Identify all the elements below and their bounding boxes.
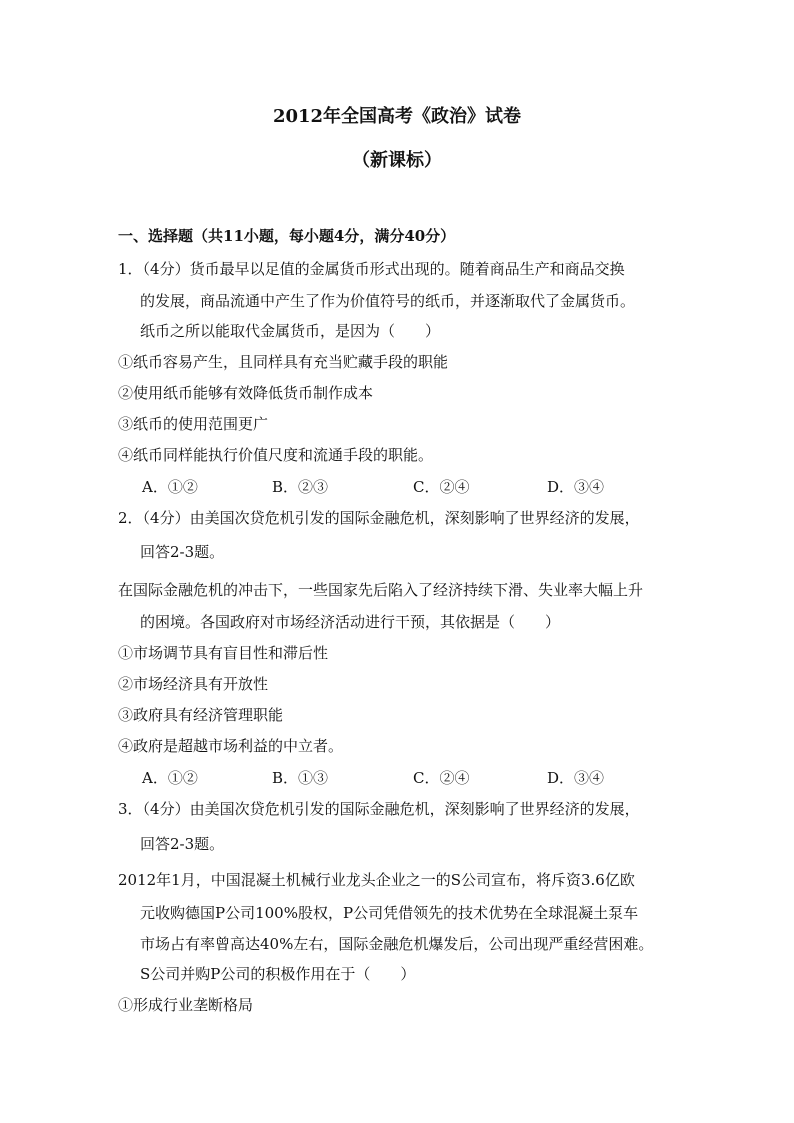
q2-stem-line: 2．（4分）由美国次贷危机引发的国际金融危机，深刻影响了世界经济的发展， bbox=[118, 509, 640, 527]
q3-stem-line: 3．（4分）由美国次贷危机引发的国际金融危机，深刻影响了世界经济的发展， bbox=[118, 800, 640, 818]
q2-option-d: D．③④ bbox=[547, 769, 605, 787]
q2-statement: ④政府是超越市场利益的中立者。 bbox=[118, 737, 344, 755]
q2-statement: ③政府具有经济管理职能 bbox=[118, 706, 284, 724]
q2-stem-line: 在国际金融危机的冲击下，一些国家先后陷入了经济持续下滑、失业率大幅上升 bbox=[118, 581, 644, 599]
q2-option-c: C．②④ bbox=[413, 769, 470, 787]
q2-stem-line: 的困境。各国政府对市场经济活动进行干预，其依据是（ ） bbox=[140, 613, 561, 631]
page-subtitle: （新课标） bbox=[352, 150, 442, 171]
q2-option-b: B．①③ bbox=[272, 769, 329, 787]
q1-option-c: C．②④ bbox=[413, 478, 470, 496]
q1-option-b: B．②③ bbox=[272, 478, 329, 496]
q3-stem-line: 2012年1月，中国混凝土机械行业龙头企业之一的S公司宣布，将斥资3.6亿欧 bbox=[118, 871, 635, 889]
q1-statement: ①纸币容易产生，且同样具有充当贮藏手段的职能 bbox=[118, 353, 449, 371]
q1-statement: ④纸币同样能执行价值尺度和流通手段的职能。 bbox=[118, 446, 434, 464]
section-heading: 一、选择题（共11小题，每小题4分，满分40分） bbox=[118, 227, 456, 245]
q3-statement: ①形成行业垄断格局 bbox=[118, 996, 254, 1014]
q1-stem-line: 纸币之所以能取代金属货币，是因为（ ） bbox=[140, 322, 441, 340]
q1-option-a: A．①② bbox=[142, 478, 198, 496]
q3-stem-line: S公司并购P公司的积极作用在于（ ） bbox=[140, 965, 416, 983]
q1-stem-line: 的发展，商品流通中产生了作为价值符号的纸币，并逐渐取代了金属货币。 bbox=[140, 292, 636, 310]
q2-statement: ②市场经济具有开放性 bbox=[118, 675, 269, 693]
q3-stem-line: 市场占有率曾高达40%左右，国际金融危机爆发后，公司出现严重经营困难。 bbox=[140, 935, 654, 953]
q3-stem-line: 元收购德国P公司100%股权，P公司凭借领先的技术优势在全球混凝土泵车 bbox=[140, 904, 639, 922]
q1-stem-line: 1．（4分）货币最早以足值的金属货币形式出现的。随着商品生产和商品交换 bbox=[118, 260, 625, 278]
q3-stem-line: 回答2-3题。 bbox=[140, 835, 225, 853]
q1-statement: ②使用纸币能够有效降低货币制作成本 bbox=[118, 384, 374, 402]
q2-statement: ①市场调节具有盲目性和滞后性 bbox=[118, 644, 329, 662]
page-title: 2012年全国高考《政治》试卷 bbox=[272, 106, 522, 127]
q1-option-d: D．③④ bbox=[547, 478, 605, 496]
q1-statement: ③纸币的使用范围更广 bbox=[118, 415, 269, 433]
q2-option-a: A．①② bbox=[142, 769, 198, 787]
q2-stem-line: 回答2-3题。 bbox=[140, 543, 225, 561]
